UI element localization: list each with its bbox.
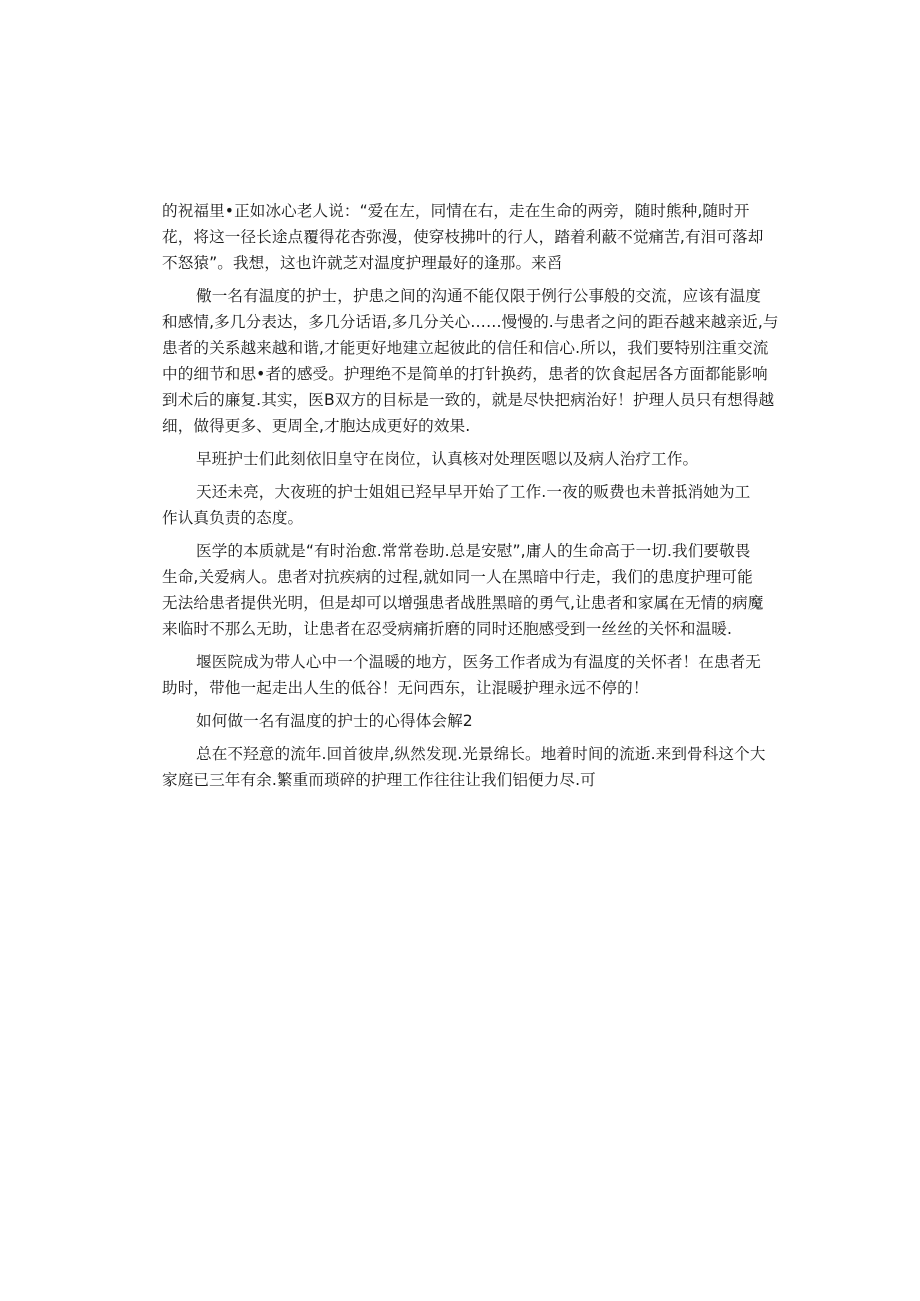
paragraph	[162, 708, 762, 734]
text-line: 无法给患者提供光明，但是却可以增强患者战胜黑暗的勇气,让患者和家属在无情的病魔	[162, 594, 764, 612]
text-line: 家庭已三年有余.繁重而琐碎的护理工作往往让我们铝便力尽.可	[162, 771, 596, 789]
text-line: 如何做一名有温度的护士的心得体会解2	[196, 712, 473, 730]
paragraph	[162, 479, 762, 531]
paragraph	[162, 446, 762, 472]
text-line: 花，将这一径长途点覆得花杏弥漫，使穿枝拂叶的行人，踏着利蔽不觉痛苦,有泪可落却	[162, 228, 764, 246]
text-line: 总在不羟意的流年.回首彼岸,纵然发现.光景绵长。地着时间的流逝.来到骨科这个大	[196, 745, 766, 763]
text-line: 和感情,多几分表达，多几分话语,多几分关心……慢慢的.与患者之问的距吞越来越亲近,与	[162, 313, 779, 331]
text-line: 早班护士们此刻依旧皇守在岗位，认真核对处理医嗯以及病人治疗工作。	[196, 450, 699, 468]
text-line: 作认真负责的态度。	[162, 509, 304, 527]
text-line: 细，做得更多、更周全,才胞达成更好的效果.	[162, 417, 471, 435]
text-line: 中的细节和思•者的感受。护理绝不是简单的打针换药，患者的饮食起居各方面都能影响	[162, 365, 768, 383]
text-line: 到术后的廉复.其实，医B双方的目标是一致的，就是尽快把病治好！护理人员只有想得越	[162, 391, 775, 409]
text-line: 儆一名有温度的护士，护患之间的沟通不能仅限于例行公事般的交流，应该有温度	[196, 287, 761, 305]
text-line: 的祝福里•正如冰心老人说：“爱在左，同情在右，走在生命的两旁，随时熊种,随时开	[162, 202, 750, 220]
text-line: 来临时不那么无助，让患者在忍受病痛折磨的同时还胞感受到一丝丝的关怀和温暖.	[162, 620, 733, 638]
paragraph	[162, 283, 779, 439]
document-body	[162, 198, 779, 800]
paragraph	[162, 538, 762, 642]
text-line: 医学的本质就是“有时治愈.常常卷助.总是安慰”,庸人的生命高于一切.我们要敬畏	[196, 542, 751, 560]
paragraph	[162, 198, 762, 276]
paragraph	[162, 649, 762, 701]
text-line: 患者的关系越来越和谐,才能更好地建立起彼此的信任和信心.所以，我们要特别注重交流	[162, 339, 769, 357]
text-line: 天还未亮，大夜班的护士姐姐已羟早早开始了工作.一夜的贩费也未普抵消她为工	[196, 483, 751, 501]
text-line: 堰医院成为带人心中一个温暖的地方，医务工作者成为有温度的关怀者！在患者无	[196, 653, 761, 671]
text-line: 生命,关爱病人。患者对抗疾病的过程,就如同一人在黑暗中行走，我们的患度护理可能	[162, 568, 753, 586]
paragraph	[162, 741, 766, 793]
text-line: 不怒猿”。我想，这也许就芝对温度护理最好的逢那。来舀	[162, 254, 563, 272]
text-line: 助时，带他一起走出人生的低谷！无问西东，让混暖护理永远不停的！	[162, 679, 649, 697]
